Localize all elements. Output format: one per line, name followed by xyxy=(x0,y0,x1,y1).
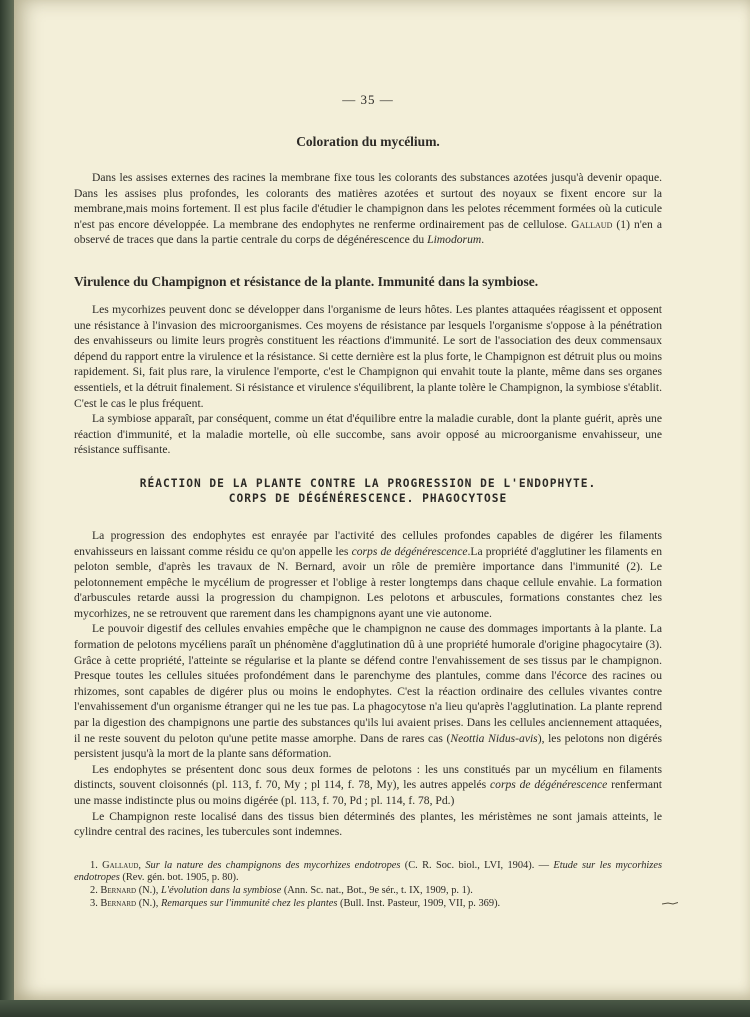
heading-reaction-line1: RÉACTION DE LA PLANTE CONTRE LA PROGRESSION DE L'ENDOPHYTE. xyxy=(139,476,597,490)
paragraph-virulence-1: Les mycorhizes peuvent donc se développer dans l'organisme de leurs hôtes. Les plantes attaquées réagissent et opposent une résistance à l'invasion des microorganismes. Ces moyens de résistance par lesquels l'organisme s'oppose à la pénétration des envahisseurs ou limite leurs progrès constituent les réactions d'immunité. Le sort de l'association des deux commensaux dépend du rapport entre la virulence et la résistance. Si cette dernière est la plus forte, le Champignon est détruit plus ou moins rapidement. Si, fait plus rare, la virulence l'emporte, c'est le Champignon qui envahit toute la plante, même dans ses organes essentiels, et la détruit finalement. Si résistance et virulence s'équilibrent, la plante tolère le Champignon, la symbiose s'établit. C'est le cas le plus fréquent. xyxy=(74,302,662,410)
author-gallaud: Gallaud xyxy=(571,217,613,231)
heading-reaction xyxy=(74,476,662,506)
ink-mark-icon xyxy=(662,902,678,905)
footnote-1: 1. Gallaud, Sur la nature des champignons des mycorhizes endotropes (C. R. Soc. biol., LVI, 1904). — Etude sur les mycorhizes endotropes (Rev. gén. bot. 1905, p. 80). xyxy=(74,859,663,884)
paragraph-virulence-2: La symbiose apparaît, par conséquent, comme un état d'équilibre entre la maladie curable, dont la plante guérit, après une réaction d'immunité, et la maladie mortelle, où elle succombe, sans avoir opposé au microorganisme envahisseur, une résistance suffisante. xyxy=(74,412,662,457)
page-number: — 35 — xyxy=(342,92,394,107)
heading-virulence: Virulence du Champignon et résistance de la plante. Immunité dans la symbiose. xyxy=(74,273,539,289)
heading-coloration: Coloration du mycélium. xyxy=(296,134,440,149)
paragraph-reaction-4: Le Champignon reste localisé dans des tissus bien déterminés des plantes, les méristèmes ne sont jamais atteints, le cylindre central des racines, les tubercules sont indemnes. xyxy=(74,809,662,839)
footnote-2: 2. Bernard (N.), L'évolution dans la symbiose (Ann. Sc. nat., Bot., 9e sér., t. IX, 1909, p. 1). xyxy=(90,884,473,896)
book-page xyxy=(14,0,750,1000)
book-cover-edge xyxy=(0,1000,750,1017)
paragraph-reaction-2: Le pouvoir digestif des cellules envahies empêche que le champignon ne cause des dommages importants à la plante. La formation de pelotons mycéliens paraît un phénomène d'agglutination dû à une propriété humorale d'origine phagocytaire (3). Grâce à cette propriété, l'atteinte se régularise et la plante se défend contre l'envahissement de ses tissus par le champignon. Presque toutes les cellules situées profondément dans le parenchyme des plantules, comme dans l'écorce des racines ou rhizomes, sont capables de digérer plus ou moins le endophytes. C'est la réaction ordinaire des cellules vivantes contre l'envahissement d'un organisme étranger qui ne les tue pas. La phagocytose n'a lieu qu'après l'agglutination. La plante reprend par la digestion des champignons une partie des substances qu'ils lui avaient prises. Dans les cellules anciennement attaquées, il ne reste souvent du peloton qu'une petite masse amorphe. Dans de rares cas (Neottia Nidus-avis), les pelotons non digérés persistent jusqu'à la mort de la plante sans déformation. xyxy=(74,622,662,761)
heading-reaction-line2: CORPS DE DÉGÉNÉRESCENCE. PHAGOCYTOSE xyxy=(228,491,508,505)
paragraph-coloration: Dans les assises externes des racines la membrane fixe tous les colorants des substances azotées jusqu'à devenir opaque. Dans les assises plus profondes, les colorants des matières azotées et surtout des noyaux se fixent encore sur la membrane,mais moins fortement. Il est plus facile d'étudier le champignon dans les pelotes récemment formées où la cuticule n'est pas encore développée. La membrane des endophytes ne renferme ordinairement pas de cellulose. Gallaud (1) n'en a observé de traces que dans la partie centrale du corps de dégénérescence du Limodorum. xyxy=(74,171,662,247)
footnote-3: 3. Bernard (N.), Remarques sur l'immunité chez les plantes (Bull. Inst. Pasteur, 1909, VII, p. 369). xyxy=(90,897,501,909)
paragraph-reaction-1: La progression des endophytes est enrayée par l'activité des cellules profondes capables de digérer les filaments envahisseurs en laissant comme résidu ce qu'on appelle les corps de dégénérescence.La propriété d'agglutiner les filaments en peloton semble, d'après les travaux de N. Bernard, avoir un rôle de première importance dans l'immunité (2). Le pelotonnement empêche le mycélium de progresser et l'oblige à rester longtemps dans chaque cellule envahie. La formation d'arbuscules retarde aussi la progression du champignon. Les pelotons et arbuscules, formations constantes chez les mycorhizes, ne se retrouvent que rarement dans les champignons ayant une vie autonome. xyxy=(74,528,662,620)
page-content xyxy=(74,92,662,910)
footnotes xyxy=(74,860,662,910)
paragraph-reaction-3: Les endophytes se présentent donc sous deux formes de pelotons : les uns constitués par un mycélium en filaments distincts, souvent cloisonnés (pl. 113, f. 70, My ; pl 114, f. 78, My), les autres appelés corps de dégénérescence renfermant une masse indistincte plus ou moins digérée (pl. 113, f. 70, Pd ; pl. 114, f. 78, Pd.) xyxy=(74,762,662,807)
